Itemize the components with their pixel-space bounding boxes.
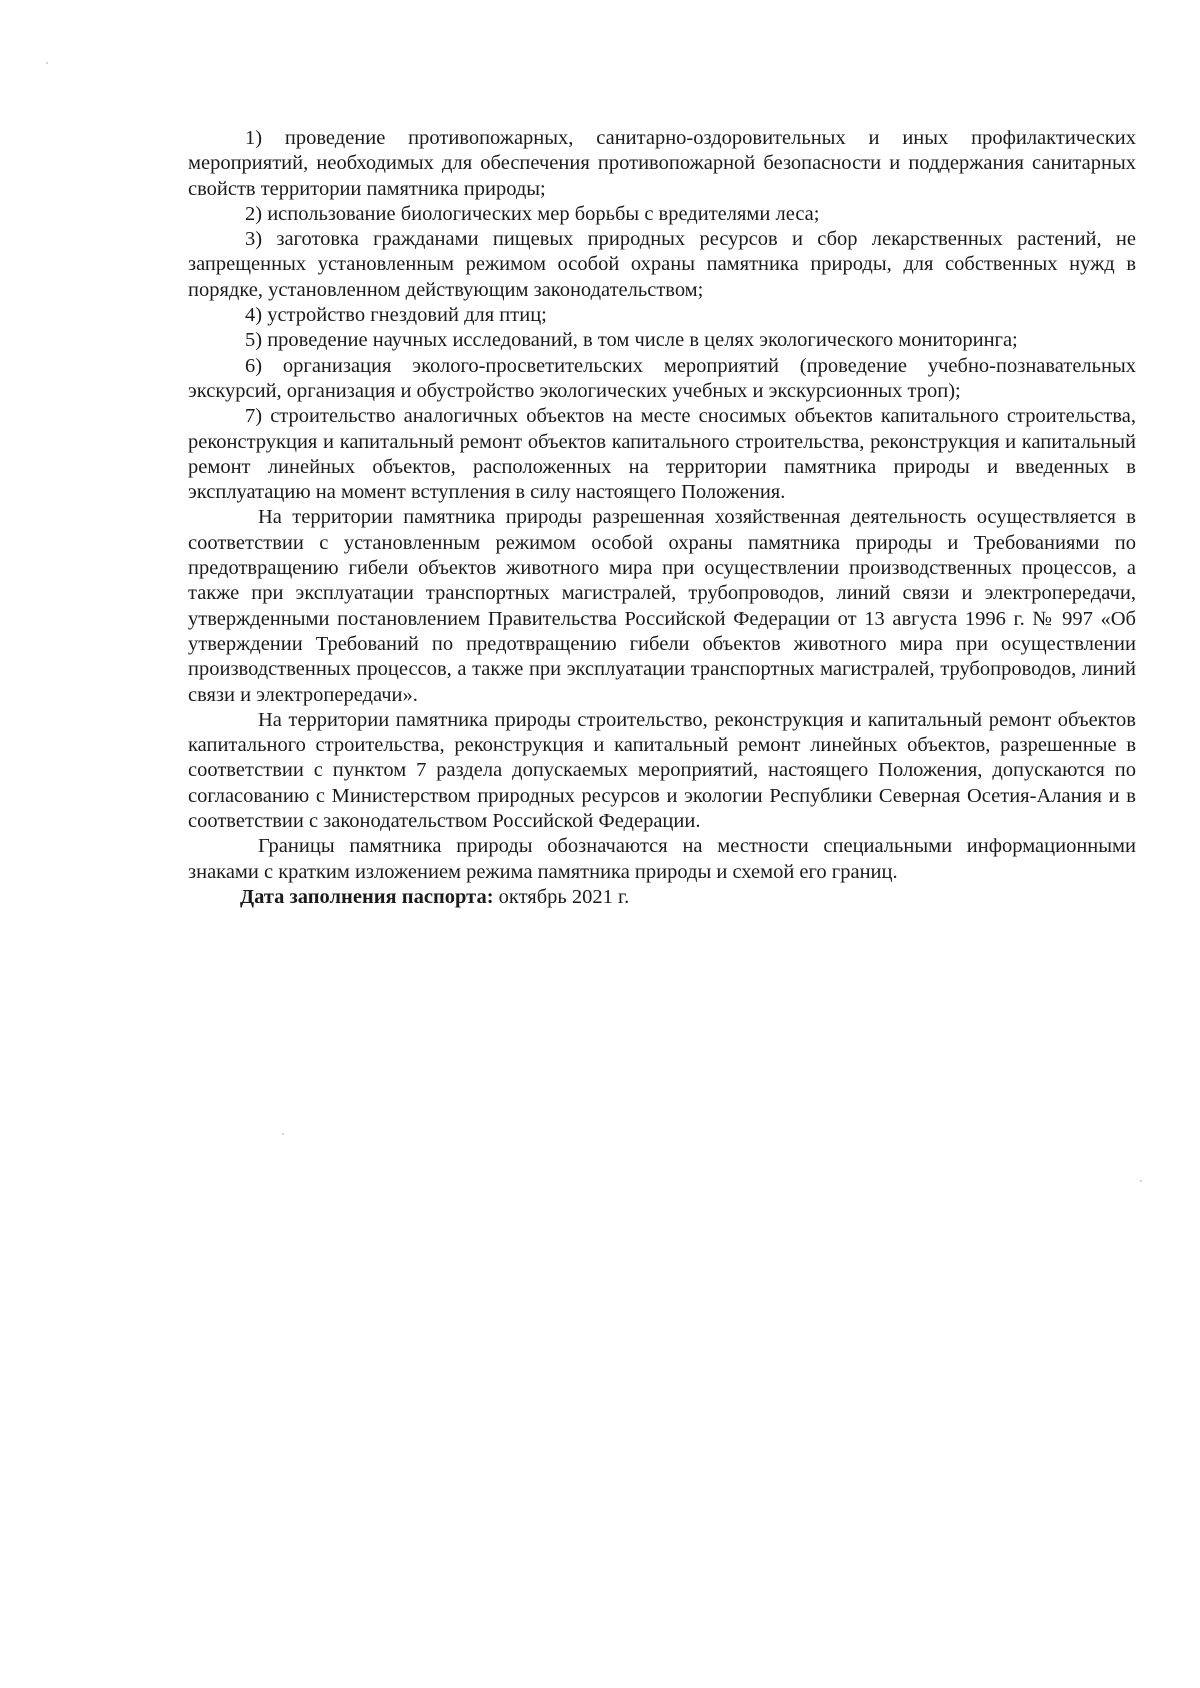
list-item-4: 4) устройство гнездовий для птиц; (245, 304, 547, 327)
list-item-2: 2) использование биологических мер борьбы с вредителями леса; (245, 202, 820, 225)
scan-speck (46, 62, 48, 64)
passport-date-value: октябрь 2021 г. (493, 885, 630, 908)
passport-date-line (188, 885, 1136, 910)
list-item-1: 1) проведение противопожарных, санитарно-оздоровительных и иных профилактических мероприятий, необходимых для обеспечения противопожарной безопасности и поддержания санитарных свойств территории памятника природы; (188, 127, 1136, 200)
paragraph-economic-activity: На территории памятника природы разрешенная хозяйственная деятельность осуществляется в соответствии с установленным режимом особой охраны памятника природы и Требованиями по предотвращению гибели объектов животного мира при осуществлении производственных процессов, а также при эксплуатации транспортных магистралей, трубопроводов, линий связи и электропередачи, утвержденными постановлением Правительства Российской Федерации от 13 августа 1996 г. № 997 «Об утверждении Требований по предотвращению гибели объектов животного мира при осуществлении производственных процессов, а также при эксплуатации транспортных магистралей, трубопроводов, линий связи и электропередачи». (188, 506, 1136, 706)
paragraph-boundaries: Границы памятника природы обозначаются на местности специальными информационными знаками с кратким изложением режима памятника природы и схемой его границ. (188, 835, 1136, 883)
list-item-6: 6) организация эколого-просветительских мероприятий (проведение учебно-познавательных экскурсий, организация и обустройство экологических учебных и экскурсионных троп); (188, 354, 1136, 402)
list-item-5: 5) проведение научных исследований, в том числе в целях экологического мониторинга; (245, 329, 1018, 352)
document-body (188, 126, 1136, 910)
scan-speck (282, 1133, 284, 1135)
scan-speck (1140, 1180, 1142, 1182)
paragraph-construction: На территории памятника природы строительство, реконструкция и капитальный ремонт объектов капитального строительства, реконструкция и капитальный ремонт линейных объектов, разрешенные в соответствии с пунктом 7 раздела допускаемых мероприятий, настоящего Положения, допускаются по согласованию с Министерством природных ресурсов и экологии Республики Северная Осетия-Алания и в соответствии с законодательством Российской Федерации. (188, 708, 1136, 833)
list-item-7: 7) строительство аналогичных объектов на месте сносимых объектов капитального строительства, реконструкция и капитальный ремонт объектов капитального строительства, реконструкция и капитальный ремонт линейных объектов, расположенных на территории памятника природы и введенных в эксплуатацию на момент вступления в силу настоящего Положения. (188, 405, 1136, 504)
list-item-3: 3) заготовка гражданами пищевых природных ресурсов и сбор лекарственных растений, не запрещенных установленным режимом особой охраны памятника природы, для собственных нужд в порядке, установленном действующим законодательством; (188, 228, 1136, 301)
passport-date-label: Дата заполнения паспорта: (240, 885, 494, 908)
